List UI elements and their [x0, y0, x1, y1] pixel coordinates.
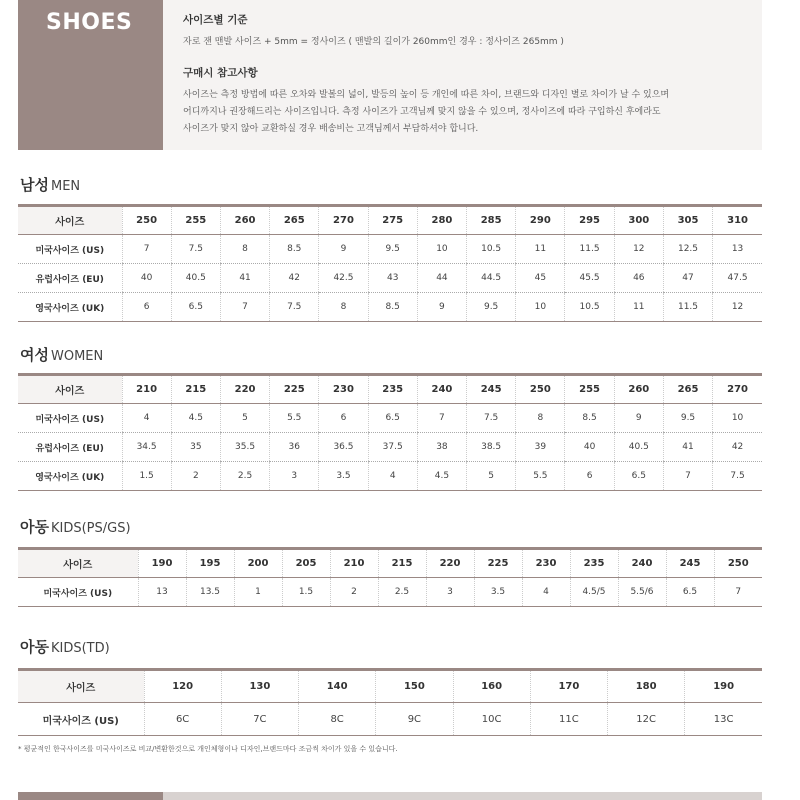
table-cell: 42 — [713, 433, 762, 462]
table-cell: 40 — [565, 433, 614, 462]
table-cell: 7 — [714, 578, 762, 607]
table-cell: 8.5 — [565, 404, 614, 433]
table-cell: 230 — [319, 375, 368, 404]
table-cell: 11.5 — [565, 235, 614, 264]
table-cell: 45.5 — [565, 264, 614, 293]
table-cell: 42.5 — [319, 264, 368, 293]
table-row — [18, 578, 762, 607]
table-row — [18, 433, 762, 462]
table-row — [18, 293, 762, 322]
table-cell: 1 — [234, 578, 282, 607]
men-size-table — [18, 204, 762, 322]
table-cell: 11C — [530, 703, 607, 736]
shoes-header — [18, 0, 762, 150]
table-cell: 6C — [144, 703, 221, 736]
table-cell: 43 — [368, 264, 417, 293]
shoes-title: SHOES — [18, 0, 163, 150]
table-cell: 270 — [713, 375, 762, 404]
table-row — [18, 462, 762, 491]
kids-td-title-ko: 아동 — [20, 638, 49, 656]
table-cell: 40.5 — [171, 264, 220, 293]
table-cell: 120 — [144, 670, 221, 703]
table-cell: 140 — [299, 670, 376, 703]
table-cell: 10 — [417, 235, 466, 264]
size-standard-heading: 사이즈별 기준 — [183, 14, 248, 26]
footer-bar — [18, 792, 762, 800]
women-size-table — [18, 373, 762, 491]
table-cell: 245 — [666, 549, 714, 578]
row-label: 사이즈 — [18, 206, 122, 235]
table-cell: 4 — [122, 404, 171, 433]
table-cell: 225 — [474, 549, 522, 578]
table-cell: 300 — [614, 206, 663, 235]
women-title-en: WOMEN — [50, 349, 104, 364]
table-cell: 5 — [220, 404, 269, 433]
row-label: 유럽사이즈 (EU) — [18, 433, 122, 462]
kids-td-size-table — [18, 668, 762, 736]
table-cell: 40 — [122, 264, 171, 293]
table-cell: 260 — [220, 206, 269, 235]
table-cell: 210 — [330, 549, 378, 578]
table-cell: 35.5 — [220, 433, 269, 462]
row-label: 미국사이즈 (US) — [18, 703, 144, 736]
table-cell: 13.5 — [186, 578, 234, 607]
table-cell: 150 — [376, 670, 453, 703]
table-cell: 39 — [516, 433, 565, 462]
table-cell: 8 — [220, 235, 269, 264]
table-cell: 230 — [522, 549, 570, 578]
table-cell: 290 — [516, 206, 565, 235]
table-cell: 195 — [186, 549, 234, 578]
table-cell: 40.5 — [614, 433, 663, 462]
table-cell: 9.5 — [663, 404, 712, 433]
table-row — [18, 206, 762, 235]
table-cell: 2.5 — [378, 578, 426, 607]
row-label: 사이즈 — [18, 549, 138, 578]
table-cell: 225 — [270, 375, 319, 404]
table-cell: 38 — [417, 433, 466, 462]
table-cell: 9 — [319, 235, 368, 264]
table-cell: 285 — [467, 206, 516, 235]
table-cell: 6.5 — [368, 404, 417, 433]
row-label: 영국사이즈 (UK) — [18, 293, 122, 322]
table-cell: 10 — [713, 404, 762, 433]
size-info-panel — [163, 0, 762, 150]
row-label: 미국사이즈 (US) — [18, 235, 122, 264]
table-cell: 9.5 — [368, 235, 417, 264]
table-row — [18, 375, 762, 404]
table-cell: 205 — [282, 549, 330, 578]
row-label: 사이즈 — [18, 375, 122, 404]
row-label: 영국사이즈 (UK) — [18, 462, 122, 491]
kids-td-title-en: KIDS(TD) — [50, 641, 110, 656]
men-title-en: MEN — [50, 179, 81, 194]
table-cell: 310 — [713, 206, 762, 235]
table-cell: 7.5 — [270, 293, 319, 322]
table-cell: 2 — [171, 462, 220, 491]
table-cell: 8C — [299, 703, 376, 736]
row-label: 미국사이즈 (US) — [18, 404, 122, 433]
men-title-ko: 남성 — [20, 176, 49, 194]
table-cell: 9 — [614, 404, 663, 433]
table-cell: 1.5 — [282, 578, 330, 607]
table-cell: 44.5 — [467, 264, 516, 293]
kids-td-section-title — [20, 636, 110, 657]
table-cell: 46 — [614, 264, 663, 293]
table-cell: 160 — [453, 670, 530, 703]
table-cell: 37.5 — [368, 433, 417, 462]
row-label: 미국사이즈 (US) — [18, 578, 138, 607]
table-cell: 12 — [614, 235, 663, 264]
kids-ps-size-table — [18, 547, 762, 607]
table-cell: 41 — [220, 264, 269, 293]
table-cell: 1.5 — [122, 462, 171, 491]
purchase-notes-heading: 구매시 참고사항 — [183, 67, 258, 79]
table-cell: 3.5 — [474, 578, 522, 607]
table-cell: 275 — [368, 206, 417, 235]
women-section-title — [20, 344, 103, 365]
table-cell: 10 — [516, 293, 565, 322]
table-cell: 12 — [713, 293, 762, 322]
table-cell: 12.5 — [663, 235, 712, 264]
kids-ps-section-title — [20, 516, 131, 537]
table-cell: 41 — [663, 433, 712, 462]
table-cell: 235 — [570, 549, 618, 578]
table-cell: 270 — [319, 206, 368, 235]
men-section-title — [20, 174, 80, 195]
table-cell: 6 — [565, 462, 614, 491]
table-cell: 45 — [516, 264, 565, 293]
table-cell: 3 — [270, 462, 319, 491]
table-cell: 34.5 — [122, 433, 171, 462]
table-cell: 4.5 — [171, 404, 220, 433]
row-label: 유럽사이즈 (EU) — [18, 264, 122, 293]
table-cell: 4 — [522, 578, 570, 607]
table-cell: 13 — [713, 235, 762, 264]
table-cell: 7C — [221, 703, 298, 736]
table-cell: 5 — [467, 462, 516, 491]
table-cell: 5.5/6 — [618, 578, 666, 607]
table-cell: 280 — [417, 206, 466, 235]
table-cell: 7 — [220, 293, 269, 322]
table-cell: 170 — [530, 670, 607, 703]
table-cell: 13C — [685, 703, 762, 736]
table-cell: 180 — [608, 670, 685, 703]
table-cell: 36.5 — [319, 433, 368, 462]
purchase-notes-line-2: 어디까지나 권장해드리는 사이즈입니다. 측정 사이즈가 고객님께 맞지 않을 수 있으며, 정사이즈에 따라 구입하신 후에라도 — [183, 107, 661, 117]
size-standard-text: 자로 잰 맨발 사이즈 + 5mm = 정사이즈 ( 맨발의 길이가 260mm인 경우 : 정사이즈 265mm ) — [183, 37, 564, 47]
table-row — [18, 670, 762, 703]
table-cell: 5.5 — [516, 462, 565, 491]
table-cell: 11.5 — [663, 293, 712, 322]
table-row — [18, 703, 762, 736]
table-cell: 260 — [614, 375, 663, 404]
women-title-ko: 여성 — [20, 346, 49, 364]
table-cell: 5.5 — [270, 404, 319, 433]
table-cell: 215 — [171, 375, 220, 404]
table-cell: 11 — [516, 235, 565, 264]
table-row — [18, 235, 762, 264]
table-cell: 250 — [714, 549, 762, 578]
table-cell: 4.5 — [417, 462, 466, 491]
table-cell: 240 — [618, 549, 666, 578]
table-cell: 200 — [234, 549, 282, 578]
table-cell: 7 — [417, 404, 466, 433]
table-cell: 6 — [122, 293, 171, 322]
table-cell: 9.5 — [467, 293, 516, 322]
table-cell: 42 — [270, 264, 319, 293]
purchase-notes-line-3: 사이즈가 맞지 않아 교환하실 경우 배송비는 고객님께서 부담하셔야 합니다. — [183, 124, 479, 134]
table-cell: 210 — [122, 375, 171, 404]
table-cell: 255 — [565, 375, 614, 404]
table-cell: 7 — [663, 462, 712, 491]
table-cell: 4 — [368, 462, 417, 491]
table-cell: 190 — [685, 670, 762, 703]
table-cell: 12C — [608, 703, 685, 736]
table-cell: 130 — [221, 670, 298, 703]
row-label: 사이즈 — [18, 670, 144, 703]
table-cell: 250 — [122, 206, 171, 235]
table-cell: 190 — [138, 549, 186, 578]
table-cell: 250 — [516, 375, 565, 404]
table-cell: 305 — [663, 206, 712, 235]
table-cell: 240 — [417, 375, 466, 404]
table-row — [18, 404, 762, 433]
table-cell: 36 — [270, 433, 319, 462]
kids-ps-title-en: KIDS(PS/GS) — [50, 521, 131, 536]
table-cell: 265 — [663, 375, 712, 404]
table-cell: 245 — [467, 375, 516, 404]
table-cell: 7.5 — [467, 404, 516, 433]
table-cell: 9C — [376, 703, 453, 736]
table-cell: 215 — [378, 549, 426, 578]
table-cell: 8 — [319, 293, 368, 322]
table-cell: 3.5 — [319, 462, 368, 491]
table-cell: 47.5 — [713, 264, 762, 293]
table-cell: 7 — [122, 235, 171, 264]
table-cell: 44 — [417, 264, 466, 293]
table-cell: 220 — [426, 549, 474, 578]
table-cell: 6 — [319, 404, 368, 433]
table-cell: 7.5 — [171, 235, 220, 264]
table-cell: 2 — [330, 578, 378, 607]
table-cell: 35 — [171, 433, 220, 462]
table-cell: 10C — [453, 703, 530, 736]
purchase-notes-line-1: 사이즈는 측정 방법에 따른 오차와 발볼의 넓이, 발등의 높이 등 개인에 따른 차이, 브랜드와 디자인 별로 차이가 날 수 있으며 — [183, 90, 670, 100]
table-cell: 255 — [171, 206, 220, 235]
table-cell: 8.5 — [368, 293, 417, 322]
table-cell: 220 — [220, 375, 269, 404]
footnote: * 평균적인 한국사이즈를 미국사이즈로 비교/변환한것으로 개인체형이나 디자인,브랜드마다 조금씩 차이가 있을 수 있습니다. — [18, 745, 398, 753]
table-cell: 7.5 — [713, 462, 762, 491]
table-cell: 295 — [565, 206, 614, 235]
table-cell: 13 — [138, 578, 186, 607]
table-cell: 47 — [663, 264, 712, 293]
table-row — [18, 549, 762, 578]
table-row — [18, 264, 762, 293]
table-cell: 10.5 — [467, 235, 516, 264]
table-cell: 4.5/5 — [570, 578, 618, 607]
table-cell: 11 — [614, 293, 663, 322]
table-cell: 38.5 — [467, 433, 516, 462]
table-cell: 3 — [426, 578, 474, 607]
kids-ps-title-ko: 아동 — [20, 518, 49, 536]
table-cell: 8 — [516, 404, 565, 433]
table-cell: 6.5 — [614, 462, 663, 491]
table-cell: 2.5 — [220, 462, 269, 491]
table-cell: 8.5 — [270, 235, 319, 264]
table-cell: 235 — [368, 375, 417, 404]
table-cell: 6.5 — [171, 293, 220, 322]
table-cell: 6.5 — [666, 578, 714, 607]
table-cell: 10.5 — [565, 293, 614, 322]
table-cell: 9 — [417, 293, 466, 322]
table-cell: 265 — [270, 206, 319, 235]
